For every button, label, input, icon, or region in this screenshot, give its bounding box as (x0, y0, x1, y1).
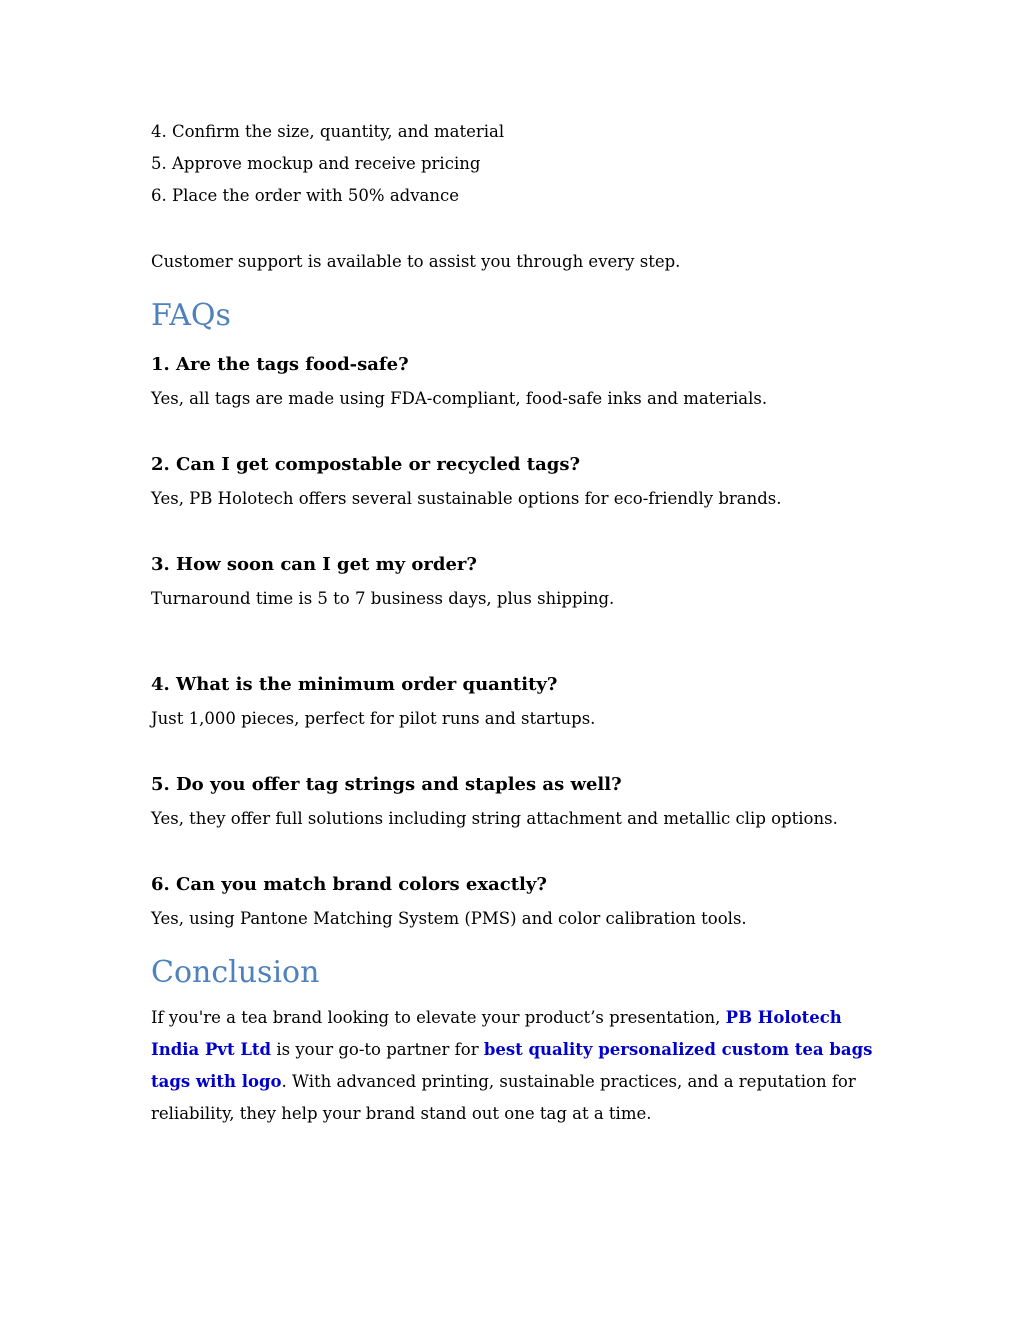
faq-item (151, 673, 595, 731)
conclusion-text: . With advanced printing, sustainable practices, and a reputation for reliability, they help your brand stand out one tag at a time. (151, 1072, 856, 1123)
faq-heading: FAQs (151, 298, 231, 333)
faq-answer: Yes, PB Holotech offers several sustainable options for eco-friendly brands. (151, 489, 782, 508)
faq-item (151, 873, 747, 931)
conclusion-paragraph (151, 1002, 881, 1130)
faq-question: 6. Can you match brand colors exactly? (151, 874, 547, 895)
step-item: 6. Place the order with 50% advance (151, 186, 460, 205)
faq-answer: Yes, all tags are made using FDA-compliant, food-safe inks and materials. (151, 389, 768, 408)
faq-answer: Yes, using Pantone Matching System (PMS) and color calibration tools. (151, 909, 747, 928)
faq-question: 2. Can I get compostable or recycled tags? (151, 454, 581, 475)
company-link[interactable]: PB Holotech India Pvt Ltd (151, 1008, 842, 1059)
faq-answer: Just 1,000 pieces, perfect for pilot runs and startups. (151, 709, 596, 728)
support-paragraph: Customer support is available to assist you through every step. (151, 252, 681, 271)
step-item: 4. Confirm the size, quantity, and material (151, 122, 505, 141)
faq-answer: Yes, they offer full solutions including string attachment and metallic clip options. (151, 809, 838, 828)
ordering-steps-list (151, 116, 504, 212)
conclusion-text: is your go-to partner for (271, 1040, 484, 1059)
faq-answer: Turnaround time is 5 to 7 business days, plus shipping. (151, 589, 615, 608)
faq-question: 1. Are the tags food-safe? (151, 354, 409, 375)
step-item: 5. Approve mockup and receive pricing (151, 154, 481, 173)
conclusion-heading: Conclusion (151, 955, 320, 990)
conclusion-text: If you're a tea brand looking to elevate your product’s presentation, (151, 1008, 726, 1027)
faq-question: 5. Do you offer tag strings and staples as well? (151, 774, 622, 795)
faq-item (151, 553, 614, 611)
faq-item (151, 353, 767, 411)
faq-question: 3. How soon can I get my order? (151, 554, 477, 575)
product-link[interactable]: best quality personalized custom tea bags tags with logo (151, 1040, 873, 1091)
faq-item (151, 453, 782, 511)
faq-question: 4. What is the minimum order quantity? (151, 674, 558, 695)
faq-item (151, 773, 838, 831)
